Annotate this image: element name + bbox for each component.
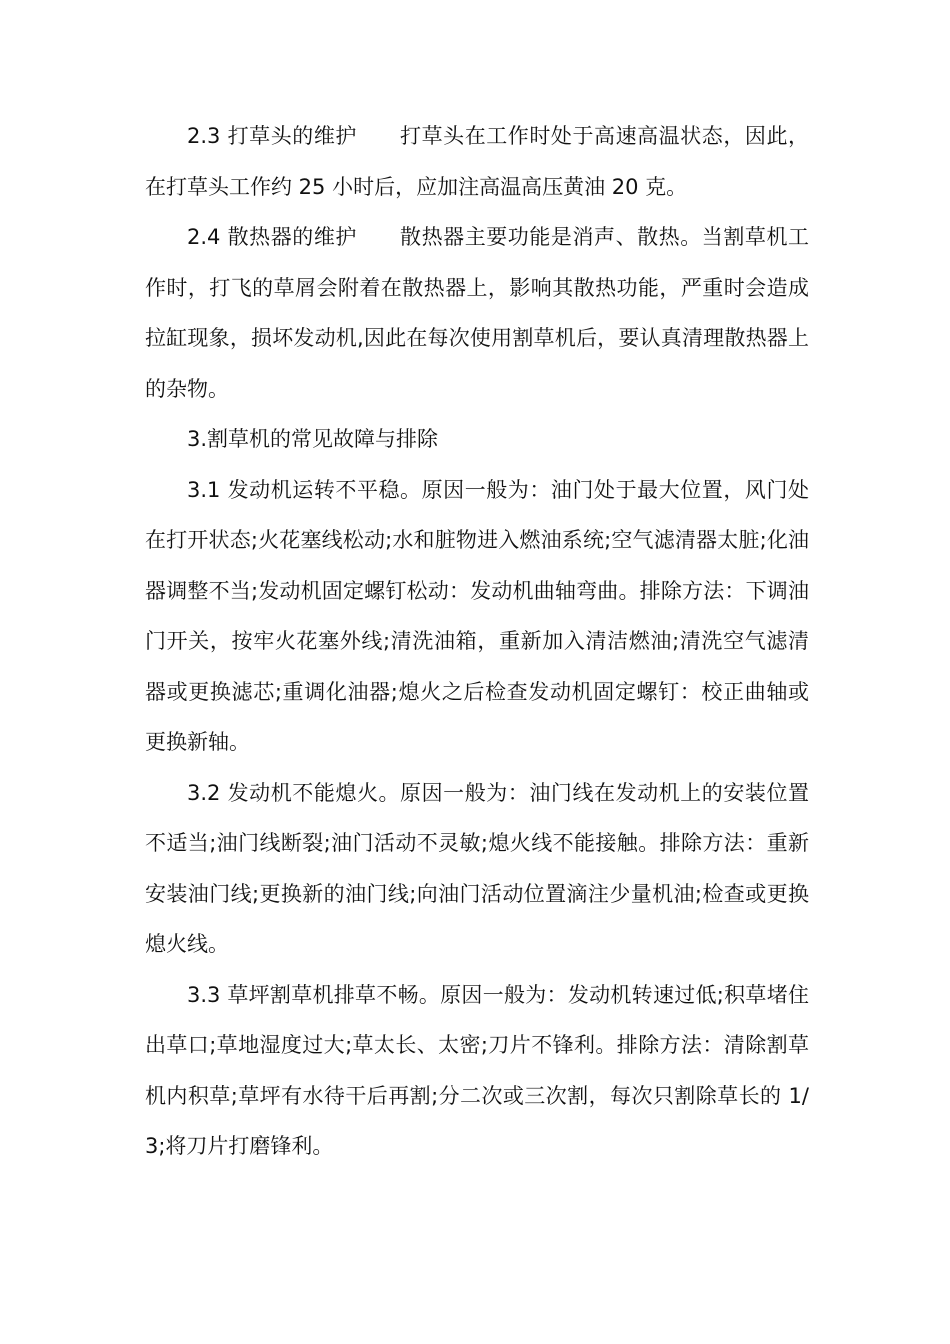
paragraph-3-3-poor-grass-discharge: 3.3 草坪割草机排草不畅。原因一般为：发动机转速过低;积草堵住出草口;草地湿度过大;草太长、太密;刀片不锋利。排除方法：清除割草机内积草;草坪有水待干后再割;分二次或三次割，每次只割除草长的 1/3;将刀片打磨锋利。	[145, 982, 809, 1158]
paragraph-3-1-engine-unstable: 3.1 发动机运转不平稳。原因一般为：油门处于最大位置，风门处在打开状态;火花塞线松动;水和脏物进入燃油系统;空气滤清器太脏;化油器调整不当;发动机固定螺钉松动：发动机曲轴弯曲。排除方法：下调油门开关，按牢火花塞外线;清洗油箱，重新加入清洁燃油;清洗空气滤清器或更换滤芯;重调化油器;熄火之后检查发动机固定螺钉：校正曲轴或更换新轴。	[145, 477, 809, 754]
section-heading-3-common-faults: 3.割草机的常见故障与排除	[187, 427, 439, 451]
paragraph-2-4-radiator-maintenance: 2.4 散热器的维护 散热器主要功能是消声、散热。当割草机工作时，打飞的草屑会附着在散热器上，影响其散热功能，严重时会造成拉缸现象，损坏发动机,因此在每次使用割草机后，要认真清理散热器上的杂物。	[145, 225, 809, 401]
document-body	[145, 111, 809, 1172]
paragraph-2-3-trimmer-head-maintenance: 2.3 打草头的维护 打草头在工作时处于高速高温状态，因此，在打草头工作约 25 小时后，应加注高温高压黄油 20 克。	[145, 124, 809, 199]
paragraph-3-2-engine-wont-stop: 3.2 发动机不能熄火。原因一般为：油门线在发动机上的安装位置不适当;油门线断裂;油门活动不灵敏;熄火线不能接触。排除方法：重新安装油门线;更换新的油门线;向油门活动位置滴注少量机油;检查或更换熄火线。	[145, 780, 809, 956]
